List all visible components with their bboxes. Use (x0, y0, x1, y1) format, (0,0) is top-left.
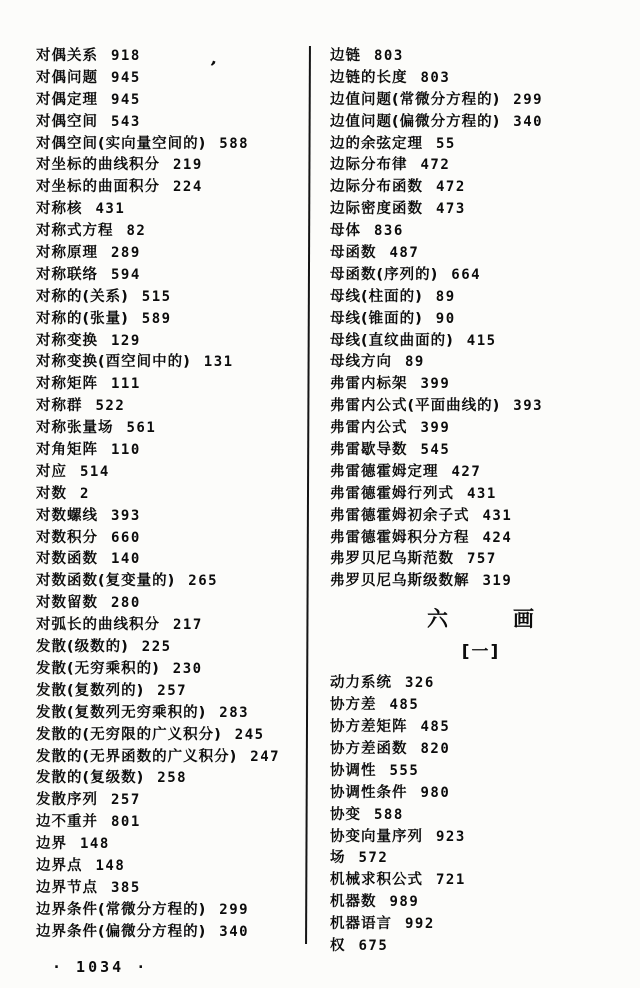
left-column (36, 44, 302, 942)
entry-page-number: 803 (374, 48, 404, 64)
entry-page-number: 148 (95, 857, 126, 874)
index-entry (36, 416, 302, 438)
entry-term: 协调性 (330, 762, 377, 779)
entry-term: 发散(无穷乘积的) (36, 660, 160, 677)
index-entry (330, 569, 632, 591)
index-entry (36, 372, 302, 394)
entry-page-number: 90 (435, 310, 456, 327)
entry-page-number: 289 (111, 245, 141, 262)
index-entry (330, 803, 632, 825)
entry-term: 对称矩阵 (36, 376, 98, 393)
index-entry (36, 876, 302, 898)
index-entry (36, 657, 302, 679)
entry-term: 对称原理 (36, 245, 98, 262)
index-entry (330, 44, 632, 66)
entry-page-number: 431 (467, 485, 497, 502)
index-entry (36, 745, 302, 767)
entry-page-number: 473 (436, 201, 466, 218)
index-entry (330, 934, 632, 956)
index-entry (36, 132, 302, 154)
entry-term: 母体 (330, 223, 361, 240)
index-entry (330, 241, 632, 263)
entry-page-number: 299 (219, 901, 250, 918)
entry-page-number: 219 (173, 157, 203, 174)
entry-page-number: 820 (420, 740, 451, 757)
index-entry (36, 788, 302, 810)
entry-term: 协方差 (330, 697, 377, 714)
entry-term: 对称式方程 (36, 223, 114, 240)
entry-term: 协方差矩阵 (330, 719, 408, 736)
entry-term: 对偶定理 (36, 91, 98, 108)
entry-page-number: 225 (141, 639, 172, 656)
index-entry (330, 825, 632, 847)
entry-page-number: 393 (111, 507, 141, 524)
index-entry (330, 693, 632, 715)
entry-page-number: 299 (513, 91, 544, 108)
entry-page-number: 514 (80, 463, 110, 480)
entry-term: 弗雷内公式(平面曲线的) (330, 398, 501, 415)
entry-page-number: 110 (111, 442, 141, 459)
entry-term: 对称的(关系) (36, 288, 129, 305)
index-entry (36, 44, 302, 66)
index-entry (330, 671, 632, 693)
entry-term: 对数函数 (36, 551, 98, 568)
index-entry (330, 219, 632, 241)
entry-term: 对弧长的曲线积分 (36, 617, 160, 634)
entry-term: 弗雷德霍姆初余子式 (330, 507, 470, 524)
index-entry (36, 219, 302, 241)
entry-page-number: 660 (111, 529, 141, 546)
entry-page-number: 721 (436, 872, 466, 889)
index-entry (36, 285, 302, 307)
entry-term: 对角矩阵 (36, 442, 98, 459)
entry-term: 对数留数 (36, 595, 98, 612)
index-entry (36, 635, 302, 657)
entry-term: 对偶空间 (36, 113, 98, 130)
entry-page-number: 588 (374, 806, 404, 823)
entry-page-number: 247 (250, 748, 281, 765)
entry-page-number: 393 (513, 398, 544, 415)
entry-page-number: 280 (111, 595, 141, 612)
entry-page-number: 918 (111, 48, 141, 64)
entry-term: 边不重并 (36, 814, 98, 831)
index-entry (330, 329, 632, 351)
entry-term: 边链的长度 (330, 69, 408, 86)
entry-page-number: 945 (111, 69, 141, 86)
entry-term: 对称群 (36, 398, 83, 415)
entry-page-number: 257 (157, 682, 188, 699)
index-entry (330, 890, 632, 912)
entry-term: 对称的(张量) (36, 310, 129, 327)
index-entry (36, 591, 302, 613)
entry-term: 对坐标的曲线积分 (36, 157, 160, 174)
index-entry (36, 504, 302, 526)
entry-page-number: 111 (111, 376, 141, 393)
entry-page-number: 572 (358, 850, 389, 867)
index-entry (36, 526, 302, 548)
entry-page-number: 257 (111, 792, 141, 809)
entry-term: 边链 (330, 48, 361, 64)
entry-page-number: 801 (111, 814, 141, 831)
entry-page-number: 129 (111, 332, 141, 349)
entry-page-number: 265 (188, 573, 219, 590)
index-entry (330, 715, 632, 737)
entry-page-number: 340 (513, 113, 544, 130)
entry-term: 弗雷内标架 (330, 376, 408, 393)
entry-page-number: 148 (80, 836, 110, 853)
index-entry (36, 307, 302, 329)
entry-term: 协变 (330, 806, 361, 823)
entry-term: 边的余弦定理 (330, 135, 423, 152)
index-entry (36, 482, 302, 504)
entry-term: 发散的(复级数) (36, 770, 145, 787)
entry-page-number: 283 (219, 704, 250, 721)
entry-term: 弗雷内公式 (330, 420, 408, 437)
index-entry (36, 153, 302, 175)
section-heading-six-strokes (330, 603, 632, 637)
entry-page-number: 224 (173, 179, 203, 196)
entry-page-number: 140 (111, 551, 141, 568)
entry-page-number: 675 (358, 937, 389, 954)
entry-term: 对数积分 (36, 529, 98, 546)
index-entry (36, 88, 302, 110)
index-entry (330, 285, 632, 307)
entry-page-number: 131 (203, 354, 234, 371)
index-entry (330, 394, 632, 416)
index-entry (330, 846, 632, 868)
entry-page-number: 545 (420, 442, 451, 459)
entry-term: 边值问题(偏微分方程的) (330, 113, 501, 130)
entry-term: 母线(柱面的) (330, 288, 423, 305)
entry-page-number: 485 (420, 719, 451, 736)
index-entry (36, 679, 302, 701)
entry-term: 母函数 (330, 245, 377, 262)
index-entry (36, 701, 302, 723)
entry-term: 对称变换 (36, 332, 98, 349)
entry-page-number: 945 (111, 91, 141, 108)
entry-term: 母线(锥面的) (330, 310, 423, 327)
entry-term: 发散(级数的) (36, 639, 129, 656)
entry-term: 对坐标的曲面积分 (36, 179, 160, 196)
entry-term: 边界条件(偏微分方程的) (36, 923, 207, 940)
index-entry (36, 350, 302, 372)
page-number: · 1034 · (52, 958, 149, 976)
index-entry (36, 66, 302, 88)
index-entry (36, 569, 302, 591)
entry-page-number: 594 (111, 266, 141, 283)
index-entry (330, 416, 632, 438)
entry-term: 发散的(无界函数的广义积分) (36, 748, 238, 765)
section-heading-char-left: 六 (427, 607, 449, 632)
entry-page-number: 980 (420, 784, 451, 801)
index-entry (330, 912, 632, 934)
entry-term: 边界 (36, 836, 67, 853)
entry-term: 弗雷德霍姆定理 (330, 463, 439, 480)
entry-page-number: 485 (389, 697, 420, 714)
entry-term: 弗雷德霍姆积分方程 (330, 529, 470, 546)
entry-term: 边界节点 (36, 879, 98, 896)
section-heading-char-right: 画 (513, 607, 535, 632)
entry-page-number: 2 (80, 485, 90, 502)
entry-term: 边际分布律 (330, 157, 408, 174)
entry-term: 弗罗贝尼乌斯范数 (330, 551, 454, 568)
entry-term: 对称核 (36, 201, 83, 218)
entry-term: 协方差函数 (330, 740, 408, 757)
entry-term: 边界点 (36, 857, 83, 874)
index-entry (330, 350, 632, 372)
entry-term: 对偶空间(实向量空间的) (36, 135, 207, 152)
entry-term: 机械求积公式 (330, 872, 423, 889)
entry-term: 发散(复数列的) (36, 682, 145, 699)
index-entry (36, 175, 302, 197)
entry-term: 对称变换(酉空间中的) (36, 354, 191, 371)
entry-term: 母线方向 (330, 354, 392, 371)
right-column (330, 44, 632, 956)
index-entry (36, 766, 302, 788)
index-entry (36, 394, 302, 416)
index-entry (330, 759, 632, 781)
ink-speck: , (209, 49, 221, 69)
entry-page-number: 258 (157, 770, 188, 787)
index-entry (36, 110, 302, 132)
entry-term: 对偶问题 (36, 69, 98, 86)
index-entry (36, 438, 302, 460)
entry-term: 对偶关系 (36, 48, 98, 64)
entry-page-number: 415 (466, 332, 497, 349)
entry-term: 发散的(无穷限的广义积分) (36, 726, 222, 743)
index-entry (330, 438, 632, 460)
entry-page-number: 340 (219, 923, 250, 940)
index-entry (330, 175, 632, 197)
entry-term: 对称联络 (36, 266, 98, 283)
entry-page-number: 319 (482, 573, 513, 590)
entry-term: 边际分布函数 (330, 179, 423, 196)
index-entry (36, 854, 302, 876)
index-entry (330, 737, 632, 759)
entry-page-number: 230 (172, 660, 203, 677)
entry-term: 边界条件(常微分方程的) (36, 901, 207, 918)
entry-term: 对数 (36, 485, 67, 502)
entry-page-number: 385 (111, 879, 141, 896)
entry-term: 对数螺线 (36, 507, 98, 524)
index-entry (36, 832, 302, 854)
entry-term: 弗雷歇导数 (330, 442, 408, 459)
index-entry (330, 547, 632, 569)
entry-term: 边值问题(常微分方程的) (330, 91, 501, 108)
entry-page-number: 472 (420, 157, 451, 174)
entry-term: 协调性条件 (330, 784, 408, 801)
index-entry (330, 372, 632, 394)
column-divider (305, 46, 311, 944)
index-entry (330, 504, 632, 526)
index-entry (330, 66, 632, 88)
entry-page-number: 515 (141, 288, 172, 305)
entry-term: 场 (330, 850, 346, 867)
entry-page-number: 326 (405, 675, 435, 692)
index-entry (330, 307, 632, 329)
index-entry (36, 613, 302, 635)
index-entry (36, 241, 302, 263)
index-entry (36, 460, 302, 482)
entry-page-number: 836 (374, 223, 404, 240)
entry-term: 发散(复数列无穷乘积的) (36, 704, 207, 721)
entry-page-number: 217 (173, 617, 203, 634)
index-entry (36, 920, 302, 942)
entry-term: 对数函数(复变量的) (36, 573, 176, 590)
entry-term: 动力系统 (330, 675, 392, 692)
index-entry (330, 110, 632, 132)
index-entry (36, 329, 302, 351)
entry-page-number: 522 (95, 398, 126, 415)
index-entry (330, 868, 632, 890)
right-column-lower-entries (330, 671, 632, 956)
entry-term: 弗罗贝尼乌斯级数解 (330, 573, 470, 590)
entry-term: 发散序列 (36, 792, 98, 809)
index-entry (36, 898, 302, 920)
index-entry (36, 197, 302, 219)
entry-page-number: 55 (436, 135, 456, 152)
entry-term: 机器数 (330, 894, 377, 911)
index-entry (330, 197, 632, 219)
entry-page-number: 487 (389, 245, 420, 262)
entry-page-number: 245 (234, 726, 265, 743)
entry-page-number: 589 (141, 310, 172, 327)
entry-page-number: 543 (111, 113, 141, 130)
entry-page-number: 588 (219, 135, 250, 152)
entry-term: 机器语言 (330, 916, 392, 933)
index-entry (36, 723, 302, 745)
index-entry (330, 132, 632, 154)
subsection-heading: [一] (461, 642, 501, 663)
entry-page-number: 399 (420, 376, 451, 393)
entry-page-number: 757 (467, 551, 497, 568)
entry-term: 弗雷德霍姆行列式 (330, 485, 454, 502)
index-entry (36, 547, 302, 569)
index-entry (330, 88, 632, 110)
index-entry (330, 263, 632, 285)
entry-term: 权 (330, 937, 346, 954)
entry-page-number: 992 (405, 916, 435, 933)
entry-term: 母函数(序列的) (330, 266, 439, 283)
entry-page-number: 431 (482, 507, 513, 524)
entry-page-number: 923 (436, 828, 466, 845)
entry-page-number: 431 (95, 201, 126, 218)
entry-term: 母线(直纹曲面的) (330, 332, 454, 349)
entry-page-number: 89 (435, 288, 456, 305)
entry-page-number: 399 (420, 420, 451, 437)
index-entry (330, 526, 632, 548)
entry-term: 边际密度函数 (330, 201, 423, 218)
entry-page-number: 989 (389, 894, 420, 911)
index-entry (36, 810, 302, 832)
entry-page-number: 427 (451, 463, 482, 480)
index-entry (330, 482, 632, 504)
entry-term: 对应 (36, 463, 67, 480)
entry-page-number: 472 (436, 179, 466, 196)
index-entry (330, 153, 632, 175)
entry-page-number: 424 (482, 529, 513, 546)
index-entry (330, 460, 632, 482)
entry-page-number: 803 (420, 69, 451, 86)
index-entry (36, 263, 302, 285)
entry-page-number: 664 (451, 266, 482, 283)
entry-page-number: 89 (405, 354, 425, 371)
right-column-upper-entries (330, 44, 632, 591)
entry-page-number: 82 (126, 223, 147, 240)
entry-term: 对称张量场 (36, 420, 114, 437)
entry-page-number: 561 (126, 420, 157, 437)
index-entry (330, 781, 632, 803)
entry-page-number: 555 (389, 762, 420, 779)
entry-term: 协变向量序列 (330, 828, 423, 845)
